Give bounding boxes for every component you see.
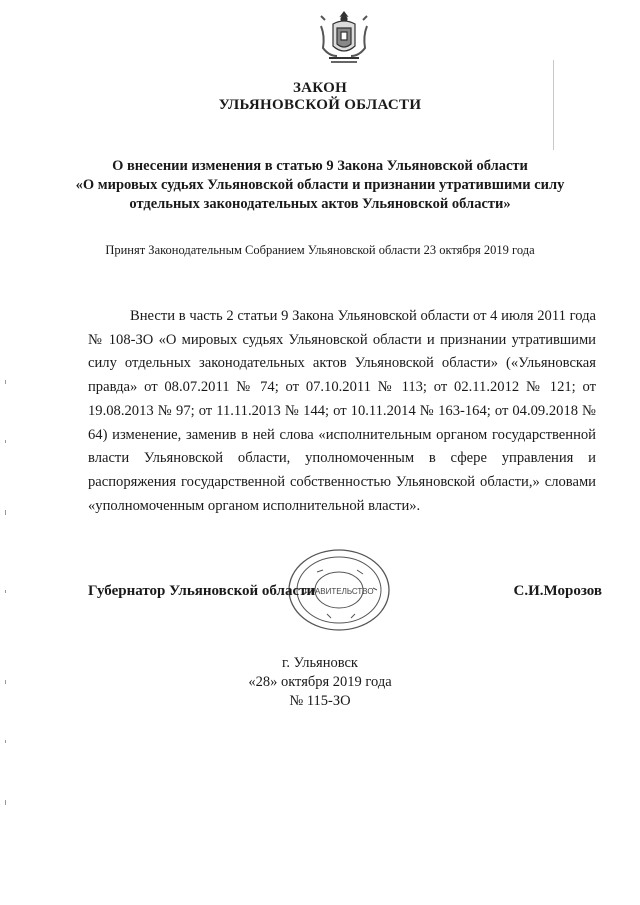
seal-text: ПРАВИТЕЛЬСТВО bbox=[304, 587, 374, 596]
signing-date: «28» октября 2019 года bbox=[248, 674, 392, 690]
adoption-note: Принят Законодательным Собранием Ульяновской области 23 октября 2019 года bbox=[105, 243, 535, 257]
scan-margin-marks bbox=[4, 380, 7, 860]
subject-line: «О мировых судьях Ульяновской области и признании утратившими силу bbox=[75, 177, 565, 193]
subject-line: О внесении изменения в статью 9 Закона Ульяновской области bbox=[112, 158, 528, 174]
coat-of-arms-icon bbox=[313, 6, 375, 68]
doc-type-heading: ЗАКОН bbox=[292, 80, 348, 96]
governor-name: С.И.Морозов bbox=[513, 583, 602, 599]
region-heading: УЛЬЯНОВСКОЙ ОБЛАСТИ bbox=[218, 97, 422, 113]
law-number: № 115-ЗО bbox=[289, 693, 351, 709]
law-body-paragraph: Внести в часть 2 статьи 9 Закона Ульяновской области от 4 июля 2011 года № 108-ЗО «О мировых судьях Ульяновской области и признании утратившими силу отдельных законодательных актов Ульяновской области» («Ульяновская правда» от 08.07.2011 № 74; от 07.10.2011 № 113; от 02.11.2012 № 121; от 19.08.2013 № 97; от 11.11.2013 № 144; от 10.11.2014 № 163-164; от 04.09.2018 № 64) изменение, заменив в ней слова «исполнительным органом государственной власти Ульяновской области, уполномоченным в сфере управления и распоряжения государственной собственностью Ульяновской области,» словами «уполномоченным органом исполнительной власти». bbox=[88, 308, 596, 514]
signing-details bbox=[0, 654, 640, 711]
subject-line: отдельных законодательных актов Ульяновской области» bbox=[129, 196, 511, 212]
signing-city: г. Ульяновск bbox=[282, 655, 358, 671]
governor-title: Губернатор Ульяновской области bbox=[88, 583, 316, 599]
law-subject bbox=[60, 157, 580, 214]
